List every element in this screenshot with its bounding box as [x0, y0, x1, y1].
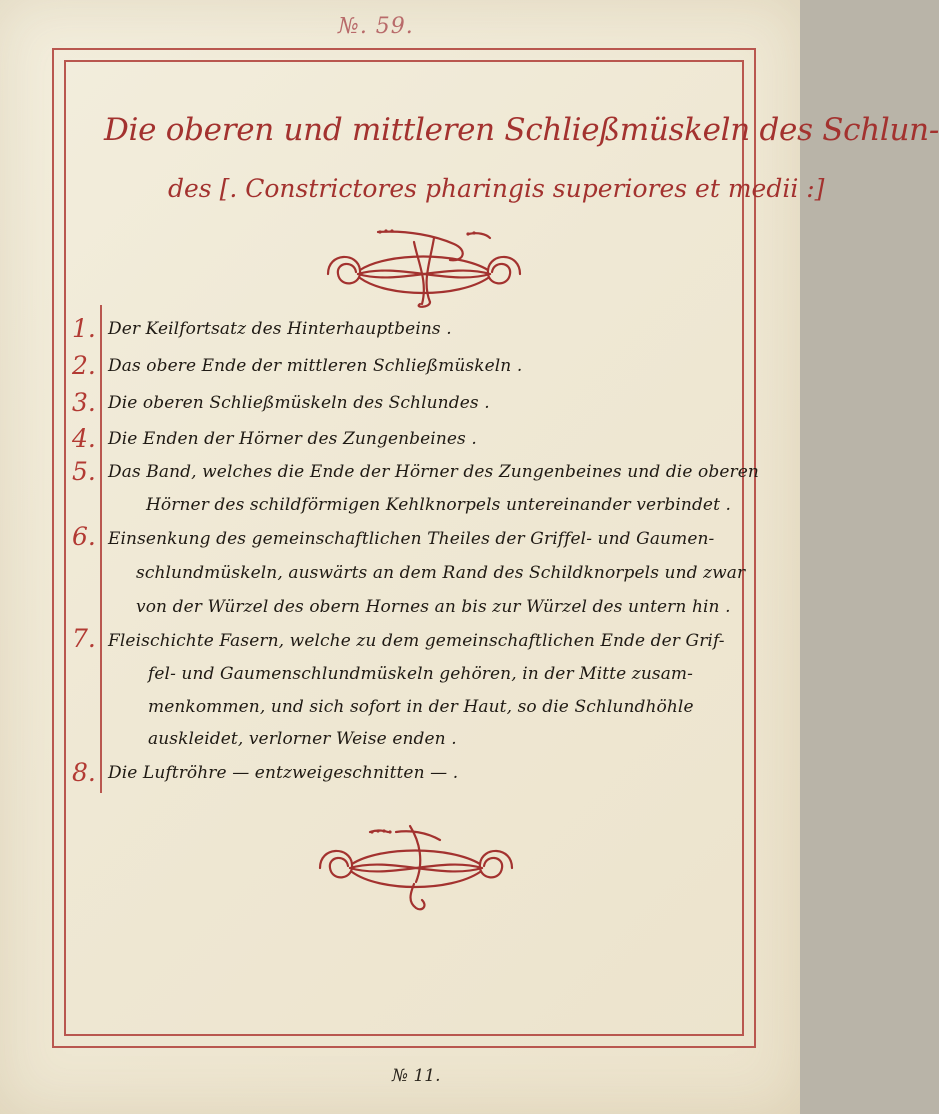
page-subtitle: des [. Constrictores pharingis superiores et medii :] [168, 174, 825, 203]
item-2-line-1: Das obere Ende der mittleren Schließmüskeln . [108, 356, 523, 376]
item-7-line-4: auskleidet, verlorner Weise enden . [148, 729, 457, 749]
item-3-line-1: Die oberen Schließmüskeln des Schlundes . [108, 393, 490, 413]
item-1-line-1: Der Keilfortsatz des Hinterhauptbeins . [108, 319, 452, 339]
page-title: Die oberen und mittleren Schließmüskeln des Schlun- [104, 112, 939, 148]
item-6-line-2: schlundmüskeln, auswärts an dem Rand des Schildknorpels und zwar [136, 563, 746, 583]
item-7-line-2: fel- und Gaumenschlundmüskeln gehören, in der Mitte zusam- [148, 664, 694, 684]
item-7-line-3: menkommen, und sich sofort in der Haut, so die Schlundhöhle [148, 697, 694, 717]
item-number-3: 3. [72, 388, 96, 417]
footer-page-mark: № 11. [392, 1066, 441, 1086]
bottom-flourish-ornament [310, 822, 522, 914]
item-number-4: 4. [72, 424, 96, 453]
item-number-5: 5. [72, 457, 96, 486]
item-number-2: 2. [72, 351, 96, 380]
item-number-1: 1. [72, 314, 96, 343]
item-5-line-1: Das Band, welches die Ende der Hörner des Zungenbeines und die oberen [108, 462, 759, 482]
item-7-line-1: Fleischichte Fasern, welche zu dem gemeinschaftlichen Ende der Grif- [108, 631, 725, 651]
top-flourish-ornament [318, 222, 530, 310]
item-number-7: 7. [72, 624, 96, 653]
shelfmark-number: №. 59. [338, 14, 414, 39]
item-6-line-1: Einsenkung des gemeinschaftlichen Theiles der Griffel- und Gaumen- [108, 529, 715, 549]
item-8-line-1: Die Luftröhre — entzweigeschnitten — . [108, 763, 459, 783]
item-6-line-3: von der Würzel des obern Hornes an bis zur Würzel des untern hin . [136, 597, 731, 617]
item-number-8: 8. [72, 758, 96, 787]
item-number-6: 6. [72, 522, 96, 551]
item-4-line-1: Die Enden der Hörner des Zungenbeines . [108, 429, 477, 449]
number-column-rule [100, 305, 102, 793]
item-5-line-2: Hörner des schildförmigen Kehlknorpels untereinander verbindet . [146, 495, 732, 515]
